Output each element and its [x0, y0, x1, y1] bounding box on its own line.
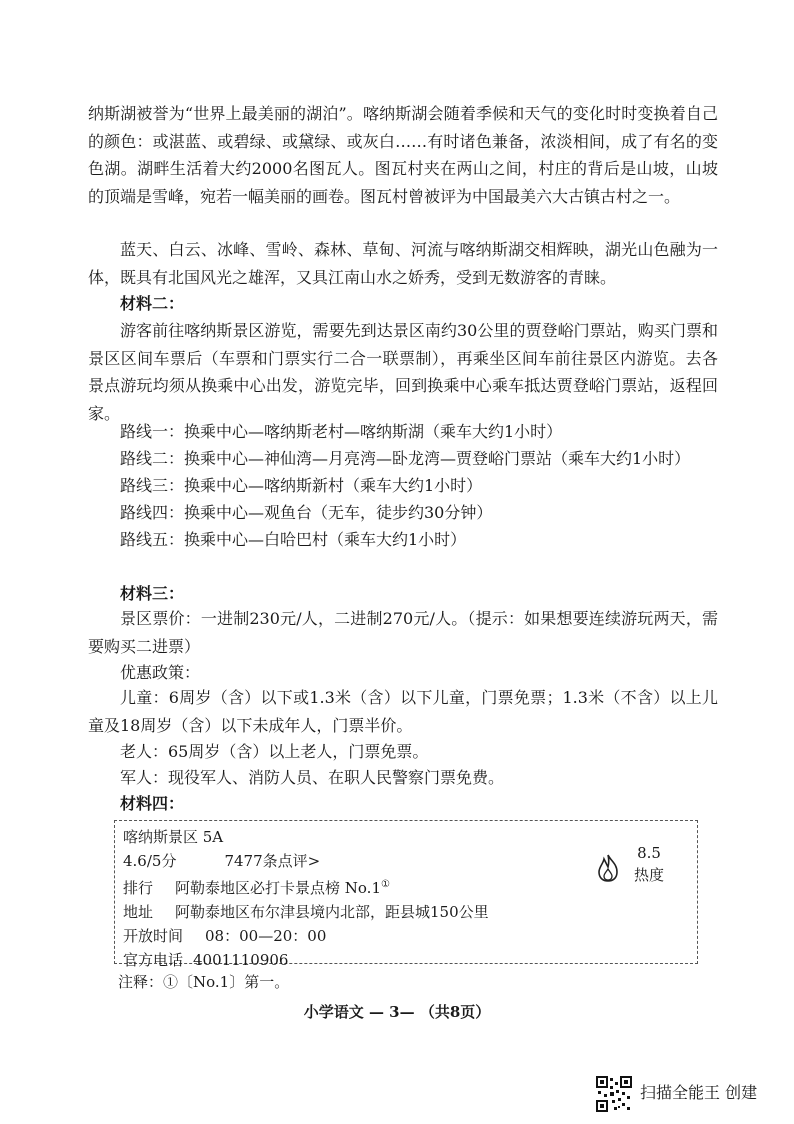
heat-label: 热度	[633, 866, 664, 884]
phone-label: 官方电话	[123, 951, 184, 969]
scenic-name: 喀纳斯景区 5A	[123, 828, 224, 846]
phone-value: 4001110906	[193, 951, 289, 969]
page-footer: 小学语文 — 3— （共8页）	[303, 1003, 491, 1021]
route-item: 路线三：换乘中心—喀纳斯新村（乘车大约1小时）	[120, 476, 483, 495]
policy-military: 军人：现役军人、消防人员、在职人民警察门票免费。	[120, 768, 505, 787]
policy-children: 儿童：6周岁（含）以下或1.3米（含）以下儿童，门票免票；1.3米（不含）以上儿童及18周岁（含）以下未成年人，门票半价。	[88, 688, 718, 735]
material3-heading: 材料三：	[120, 584, 185, 603]
heat-indicator	[595, 843, 675, 893]
rank-row	[123, 873, 489, 900]
footnote-mark: ①	[381, 879, 390, 890]
phone-row	[123, 948, 489, 972]
route-list	[88, 418, 718, 553]
review-count-link[interactable]: 7477条点评>	[224, 852, 321, 870]
scanner-watermark: 扫描全能王 创建	[640, 1083, 758, 1102]
rank-value: 阿勒泰地区必打卡景点榜 No.1	[175, 879, 381, 897]
route-item: 路线四：换乘中心—观鱼台（无车，徒步约30分钟）	[120, 503, 493, 522]
policy-elderly: 老人：65周岁（含）以上老人，门票免票。	[120, 742, 429, 761]
address-row	[123, 900, 489, 924]
material2-paragraph: 游客前往喀纳斯景区游览，需要先到达景区南约30公里的贾登峪门票站，购买门票和景区区间车票后（车票和门票实行二合一联票制），再乘坐区间车前往景区内游览。去各景点游玩均须从换乘中心出发，游览完毕，回到换乘中心乘车抵达贾登峪门票站，返程回家。	[88, 321, 718, 423]
ticket-price: 景区票价：一进制230元/人，二进制270元/人。（提示：如果想要连续游玩两天，需要购买二进票）	[88, 609, 718, 656]
material1-paragraph-1: 纳斯湖被誉为“世界上最美丽的湖泊”。喀纳斯湖会随着季候和天气的变化时时变换着自己的颜色：或湛蓝、或碧绿、或黛绿、或灰白……有时诸色兼备，浓淡相间，成了有名的变色湖。湖畔生活着大约2000名图瓦人。图瓦村夹在两山之间，村庄的背后是山坡，山坡的顶端是雪峰，宛若一幅美丽的画卷。图瓦村曾被评为中国最美六大古镇古村之一。	[88, 104, 718, 206]
route-item: 路线二：换乘中心—神仙湾—月亮湾—卧龙湾—贾登峪门票站（乘车大约1小时）	[120, 449, 691, 468]
route-item: 路线五：换乘中心—白哈巴村（乘车大约1小时）	[120, 530, 467, 549]
route-item: 路线一：换乘中心—喀纳斯老村—喀纳斯湖（乘车大约1小时）	[120, 422, 563, 441]
hours-row	[123, 924, 489, 948]
rating-row	[123, 849, 489, 873]
heat-value: 8.5	[637, 844, 661, 862]
material4-heading: 材料四：	[120, 794, 185, 813]
address-label: 地址	[123, 903, 154, 921]
address-value: 阿勒泰地区布尔津县境内北部，距县城150公里	[175, 903, 489, 921]
rating-score: 4.6/5分	[123, 852, 177, 870]
footnote: 注释：①〔No.1〕第一。	[118, 973, 290, 991]
material2-heading: 材料二：	[120, 294, 185, 313]
policy-title: 优惠政策：	[120, 663, 201, 682]
hours-label: 开放时间	[123, 927, 184, 945]
material1-paragraph-2: 蓝天、白云、冰峰、雪岭、森林、草甸、河流与喀纳斯湖交相辉映，湖光山色融为一体，既具有北国风光之雄浑，又具江南山水之娇秀，受到无数游客的青睐。	[88, 240, 718, 287]
rank-label: 排行	[123, 879, 154, 897]
hours-value: 08：00—20：00	[205, 927, 327, 945]
flame-icon	[595, 853, 621, 883]
qr-code-icon	[596, 1076, 632, 1112]
scenic-info-card	[114, 820, 698, 969]
